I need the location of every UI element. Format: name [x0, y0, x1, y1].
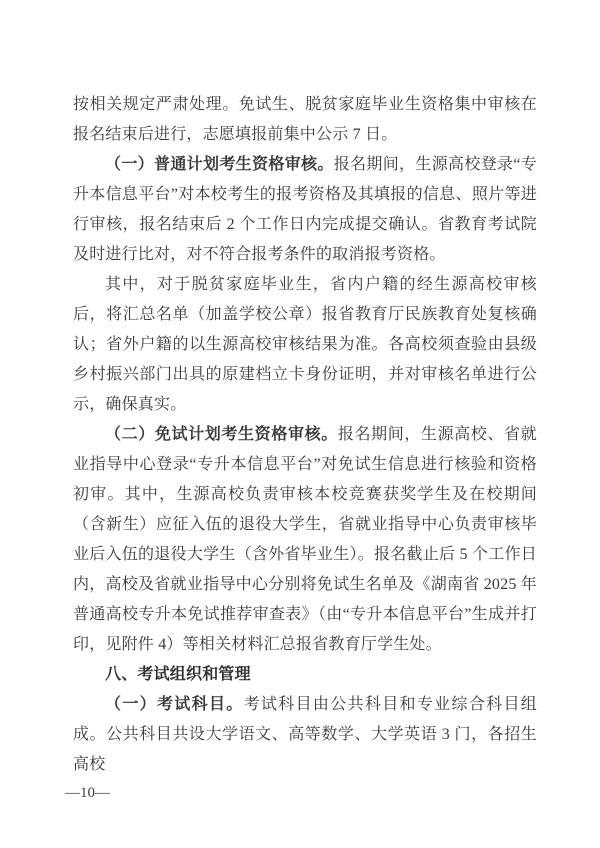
text-run: 报名期间，生源高校登录“专升本信息平台”对本校考生的报考资格及其填报的信息、照片等进行审核，报名结束后 2 个工作日内完成提交确认。省教育考试院及时进行比对，对不符合报考条件的取消报考资格。 [73, 156, 537, 263]
paragraph [73, 270, 537, 420]
paragraph [73, 150, 537, 270]
paragraph-lead: （二）免试计划考生资格审核。 [105, 426, 338, 443]
page-number: —10— [65, 785, 110, 801]
paragraph-lead: （一）考试科目。 [105, 696, 244, 713]
paragraph [73, 690, 537, 780]
text-run: 其中，对于脱贫家庭毕业生，省内户籍的经生源高校审核后，将汇总名单（加盖学校公章）报省教育厅民族教育处复核确认；省外户籍的以生源高校审核结果为准。各高校须查验由县级乡村振兴部门出具的原建档立卡身份证明，并对审核名单进行公示，确保真实。 [73, 276, 537, 413]
paragraph-lead: （一）普通计划考生资格审核。 [105, 156, 334, 173]
heading-text: 八、考试组织和管理 [105, 666, 251, 683]
text-run: 报名期间，生源高校、省就业指导中心登录“专升本信息平台”对免试生信息进行核验和资格初审。其中，生源高校负责审核本校竞赛获奖学生及在校期间（含新生）应征入伍的退役大学生，省就业指导中心负责审核毕业后入伍的退役大学生（含外省毕业生）。报名截止后 5 个工作日内，高校及省就业指导中心分别将免试生名单及《湖南省 2025 年普通高校专升本免试推荐审查表》（由“专升本信息平台”生成并打印，见附件 4）等相关材料汇总报省教育厅学生处。 [73, 426, 537, 653]
paragraph [73, 420, 537, 660]
paragraph [73, 90, 537, 150]
section-heading [73, 660, 537, 690]
document-body [73, 90, 537, 780]
text-run: 考试科目由公共科目和专业综合科目组成。公共科目共设大学语文、高等数学、大学英语 3 门，各招生高校 [73, 696, 537, 773]
text-run: 按相关规定严肃处理。免试生、脱贫家庭毕业生资格集中审核在报名结束后进行，志愿填报前集中公示 7 日。 [73, 96, 537, 143]
